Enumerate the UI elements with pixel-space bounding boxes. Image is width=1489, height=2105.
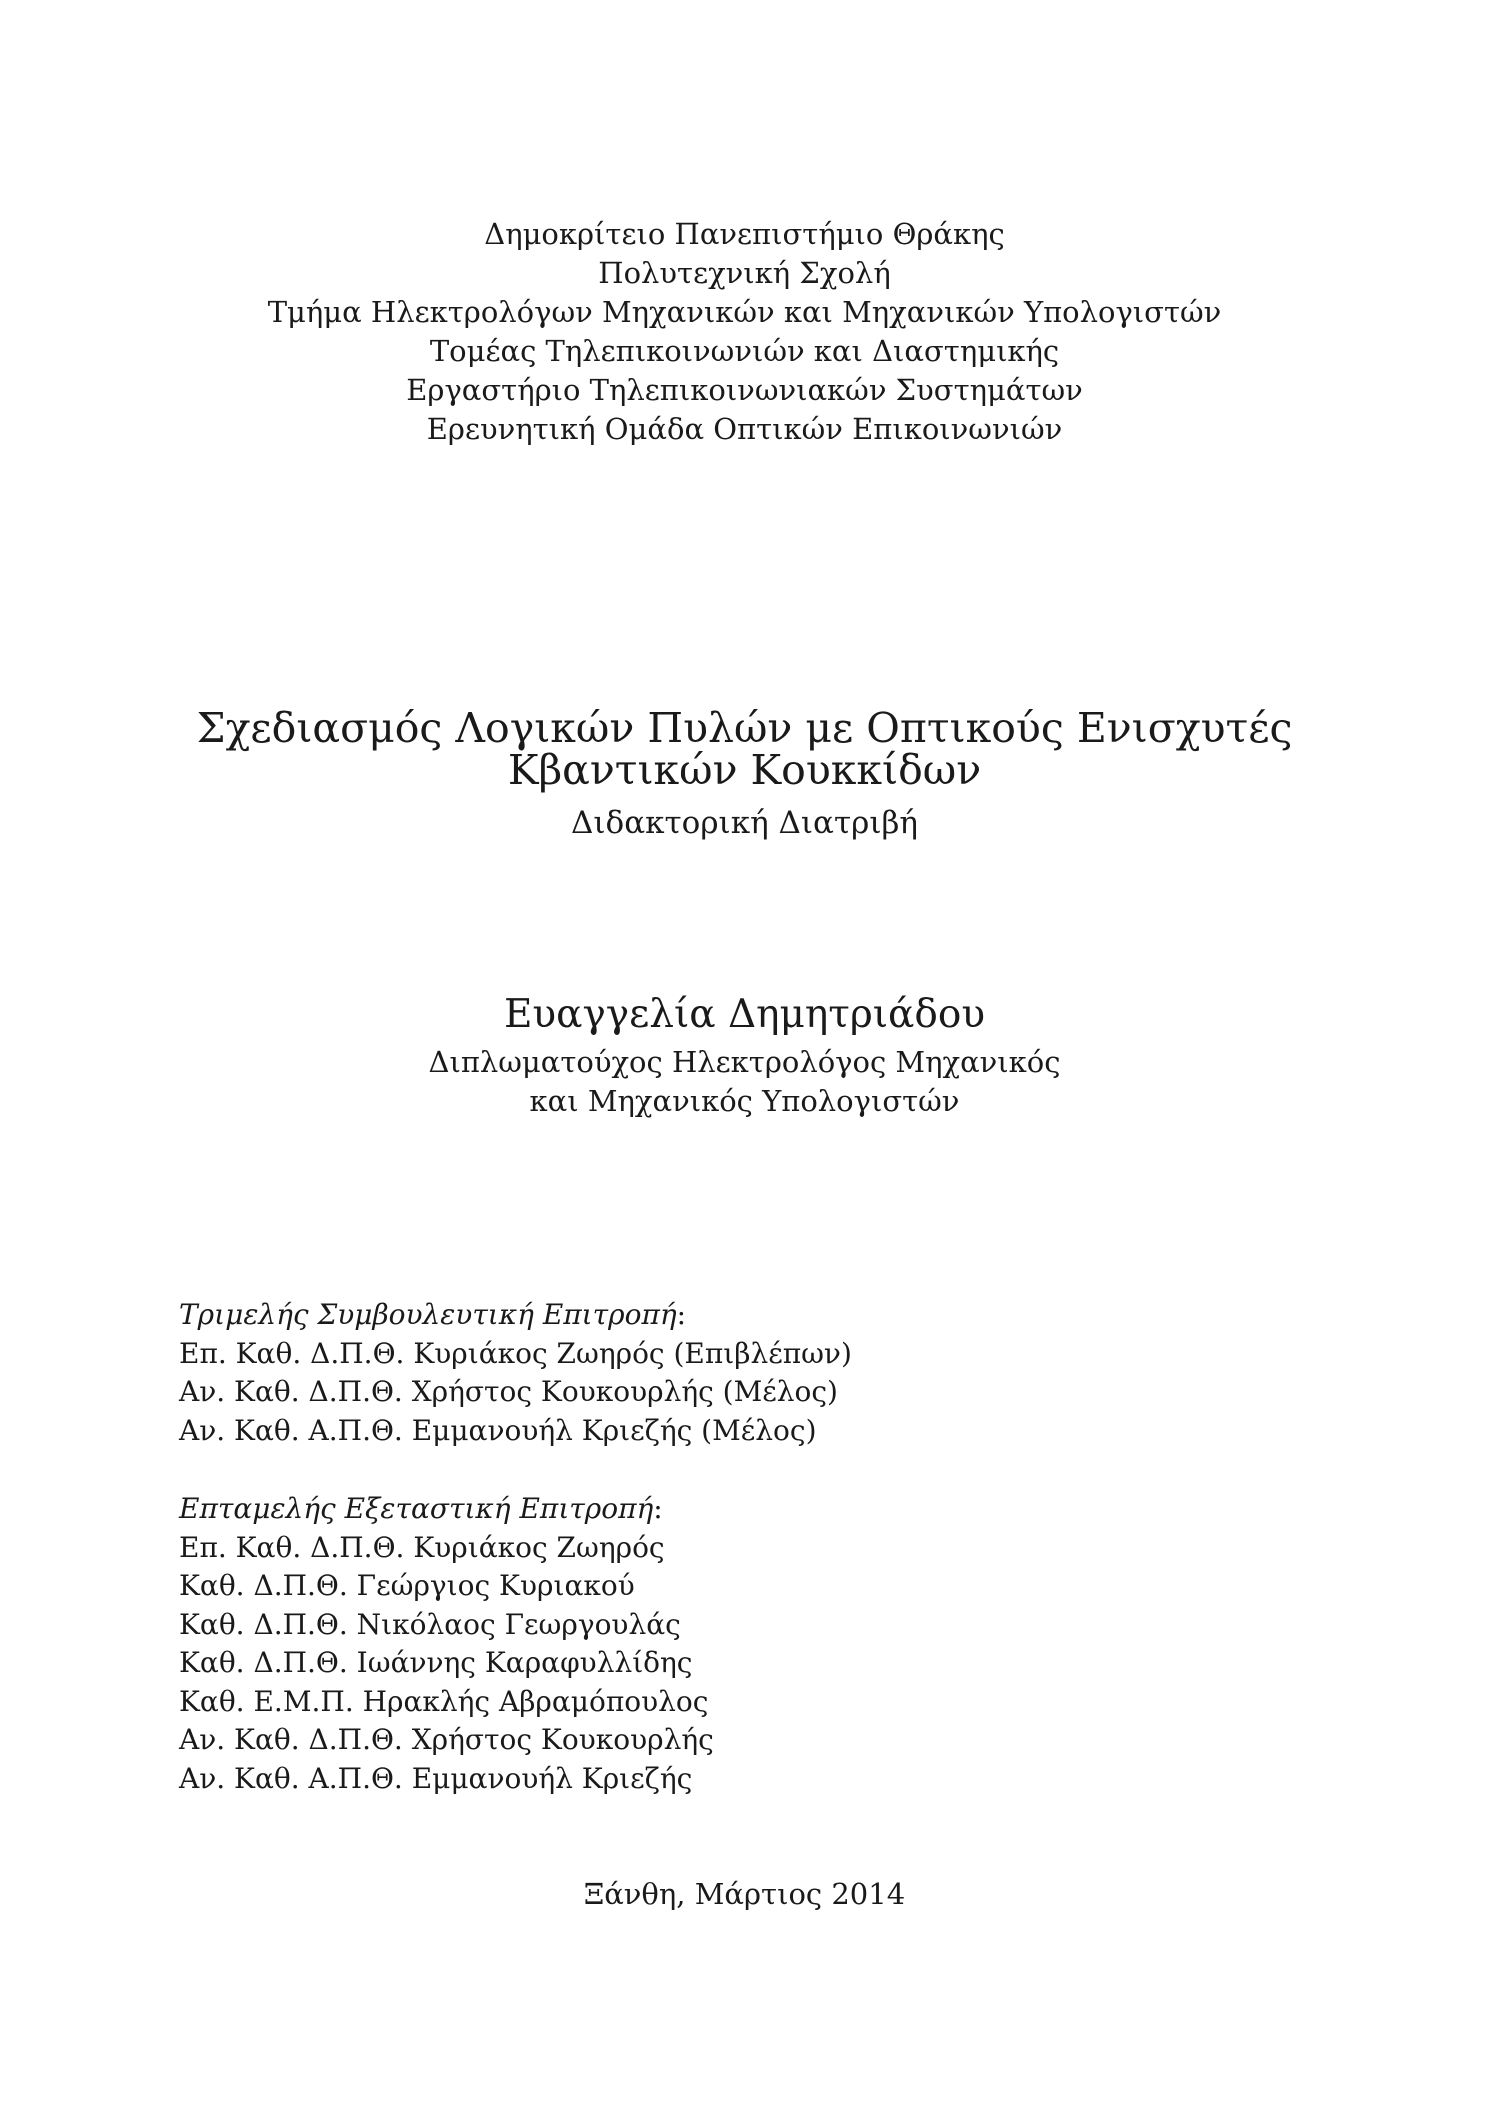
place-and-date: Ξάνθη, Μάρτιος 2014 (583, 1877, 906, 1911)
university-name: Δημοκρίτειο Πανεπιστήμιο Θράκης (484, 217, 1005, 251)
thesis-type: Διδακτορική Διατριβή (570, 805, 918, 841)
committee-member: Αν. Καθ. Α.Π.Θ. Εμμανουήλ Κριεζής (Μέλος) (179, 1413, 817, 1447)
committee-member: Καθ. Ε.Μ.Π. Ηρακλής Αβραμόπουλος (179, 1684, 709, 1718)
thesis-title-line-1: Σχεδιασμός Λογικών Πυλών με Οπτικούς Ενισχυτές (196, 704, 1293, 752)
institution-block (0, 215, 1489, 449)
author-degree-line-1: Διπλωματούχος Ηλεκτρολόγος Μηχανικός (428, 1045, 1061, 1079)
committee-member: Καθ. Δ.Π.Θ. Γεώργιος Κυριακού (179, 1569, 635, 1602)
advisory-committee-heading (179, 1296, 1329, 1335)
research-group-name: Ερευνητική Ομάδα Οπτικών Επικοινωνιών (426, 412, 1063, 446)
thesis-title-block (0, 704, 1489, 843)
committee-member: Επ. Καθ. Δ.Π.Θ. Κυριάκος Ζωηρός (179, 1530, 665, 1564)
examination-committee (179, 1490, 1329, 1798)
examination-committee-heading-text: Επταμελής Εξεταστική Επιτροπή (179, 1492, 654, 1525)
committee-member: Καθ. Δ.Π.Θ. Ιωάννης Καραφυλλίδης (179, 1646, 693, 1679)
committee-member: Αν. Καθ. Δ.Π.Θ. Χρήστος Κουκουρλής (179, 1723, 714, 1756)
thesis-title-line-2: Κβαντικών Κουκκίδων (507, 746, 982, 794)
laboratory-name: Εργαστήριο Τηλεπικοινωνιακών Συστημάτων (406, 373, 1083, 407)
author-degree-line-2: και Μηχανικός Υπολογιστών (529, 1084, 960, 1118)
examination-committee-heading-colon: : (653, 1492, 663, 1525)
advisory-committee (179, 1296, 1329, 1450)
committee-member: Αν. Καθ. Δ.Π.Θ. Χρήστος Κουκουρλής (Μέλος) (179, 1375, 838, 1408)
advisory-committee-heading-colon: : (676, 1298, 687, 1331)
author-block (0, 993, 1489, 1121)
committee-member: Καθ. Δ.Π.Θ. Νικόλαος Γεωργουλάς (179, 1607, 681, 1641)
examination-committee-heading (179, 1490, 1329, 1529)
department-name: Τμήμα Ηλεκτρολόγων Μηχανικών και Μηχανικών Υπολογιστών (267, 295, 1222, 329)
committee-member: Αν. Καθ. Α.Π.Θ. Εμμανουήλ Κριεζής (179, 1761, 693, 1795)
school-name: Πολυτεχνική Σχολή (598, 256, 891, 290)
author-name: Ευαγγελία Δημητριάδου (503, 992, 986, 1037)
advisory-committee-heading-text: Τριμελής Συμβουλευτική Επιτροπή (179, 1298, 677, 1331)
sector-name: Τομέας Τηλεπικοινωνιών και Διαστημικής (429, 334, 1060, 368)
committee-member: Επ. Καθ. Δ.Π.Θ. Κυριάκος Ζωηρός (Επιβλέπων) (179, 1336, 852, 1370)
